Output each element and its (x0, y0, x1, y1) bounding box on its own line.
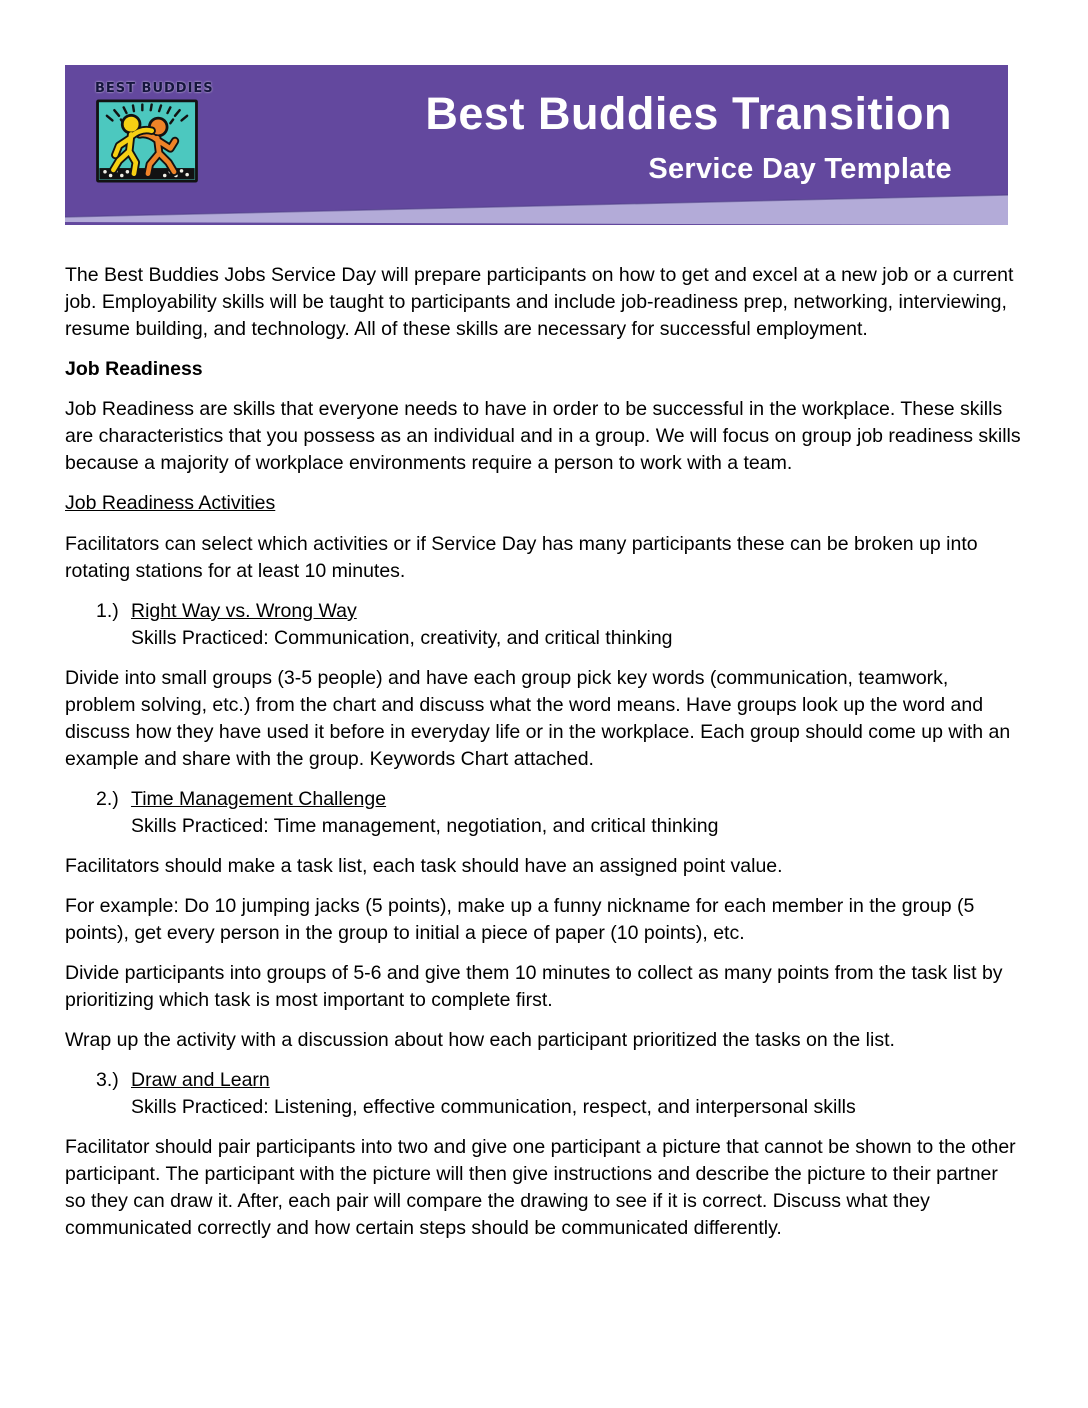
job-readiness-paragraph: Job Readiness are skills that everyone needs to have in order to be successful in the workplace. These skills are characteristics that you possess as an individual and in a group. We will focus on group job readiness skills because a majority of workplace environments require a person to work with a team. (65, 398, 1021, 474)
activity-3-title: Draw and Learn (131, 1069, 270, 1091)
job-readiness-heading: Job Readiness (65, 358, 203, 380)
activity-1-title: Right Way vs. Wrong Way (131, 600, 357, 622)
activity-2-paragraph-1: Facilitators should make a task list, each task should have an assigned point value. (65, 855, 783, 877)
activities-intro-paragraph: Facilitators can select which activities or if Service Day has many participants these can be broken up into rotating stations for at least 10 minutes. (65, 533, 978, 582)
activity-2-paragraph-4: Wrap up the activity with a discussion about how each participant prioritized the tasks on the list. (65, 1029, 895, 1051)
activity-2-skills: Skills Practiced: Time management, negotiation, and critical thinking (131, 815, 719, 837)
activity-1-number: 1.) (96, 600, 119, 622)
page-title: Best Buddies Transition (425, 88, 952, 139)
best-buddies-figures-icon (95, 99, 199, 183)
activity-item-2 (65, 786, 1023, 840)
activity-2-title: Time Management Challenge (131, 788, 387, 810)
header-banner (65, 65, 1008, 225)
activity-item-3 (65, 1067, 1023, 1121)
banner-titles (425, 89, 952, 185)
activity-2-paragraph-2: For example: Do 10 jumping jacks (5 points), make up a funny nickname for each member in the group (5 points), get every person in the group to initial a piece of paper (10 points), etc. (65, 895, 975, 944)
document-body (65, 262, 1023, 1255)
page-subtitle: Service Day Template (648, 153, 952, 185)
activity-3-number: 3.) (96, 1069, 119, 1091)
activity-3-text (131, 1067, 1023, 1121)
activity-item-1 (65, 598, 1023, 652)
activity-3-description: Facilitator should pair participants into two and give one participant a picture that cannot be shown to the other participant. The participant with the picture will then give instructions and describe the picture to their partner so they can draw it. After, each pair will compare the drawing to see if it is correct. Discuss what they communicated correctly and how certain steps should be communicated differently. (65, 1136, 1016, 1239)
activity-2-paragraph-3: Divide participants into groups of 5-6 and give them 10 minutes to collect as many points from the task list by prioritizing which task is most important to complete first. (65, 962, 1003, 1011)
activity-1-description: Divide into small groups (3-5 people) and have each group pick key words (communication, teamwork, problem solving, etc.) from the chart and discuss what the word means. Have groups look up the word and discuss how they have used it before in everyday life or in the workplace. Each group should come up with an example and share with the group. Keywords Chart attached. (65, 667, 1011, 770)
job-readiness-activities-heading: Job Readiness Activities (65, 492, 276, 514)
activity-2-text (131, 786, 1023, 840)
activity-1-text (131, 598, 1023, 652)
activity-3-skills: Skills Practiced: Listening, effective communication, respect, and interpersonal skills (131, 1096, 856, 1118)
best-buddies-logo (95, 81, 214, 183)
activity-1-skills: Skills Practiced: Communication, creativity, and critical thinking (131, 627, 673, 649)
intro-paragraph: The Best Buddies Jobs Service Day will prepare participants on how to get and excel at a new job or a current job. Employability skills will be taught to participants and include job-readiness prep, networking, interviewing, resume building, and technology. All of these skills are necessary for successful employment. (65, 264, 1014, 340)
logo-wordmark: BEST BUDDIES (95, 81, 214, 96)
activity-2-number: 2.) (96, 788, 119, 810)
banner-diagonal-wedge (65, 187, 1008, 225)
